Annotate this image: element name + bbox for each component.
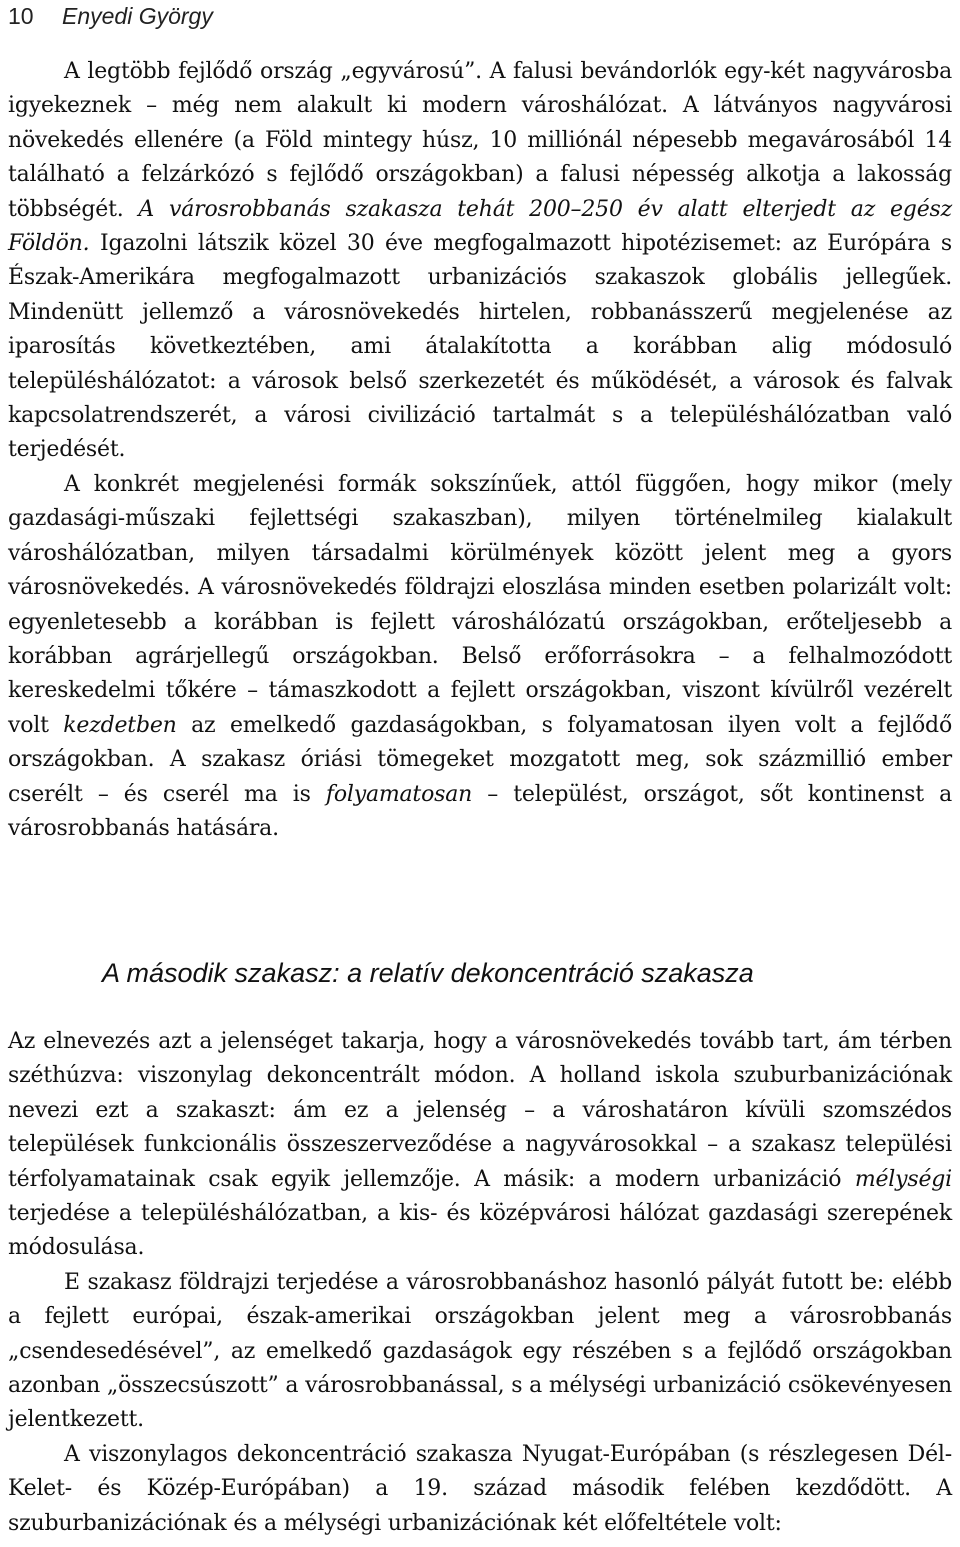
text-run: Igazolni látszik közel 30 éve megfogalmazott hipotézisemet: az Európára s Észak-Amerikára megfogalmazott urbanizációs szakaszok globális jellegűek. Mindenütt jellemző a városnövekedés hirtelen, robbanásszerű megjelenése az iparosítás következtében, ami átalakította a korábban alig módosuló településhálózatot: a városok belső szerkezetét és működését, a városok és falvak kapcsolatrendszerét, a városi civilizáció tartalmát s a településhálózatban való terjedését. xyxy=(8,231,952,463)
paragraph xyxy=(8,1266,952,1438)
emphasis-text: kezdetben xyxy=(63,712,177,738)
section-heading: A második szakasz: a relatív dekoncentráció szakasza xyxy=(102,958,754,988)
text-run: A legtöbb fejlődő ország „egyvárosú”. A falusi bevándorlók egy-két nagyvárosba igyekeznek – még nem alakult ki modern városhálózat. A látványos nagyvárosi növekedés ellenére (a Föld mintegy húsz, 10 milliónál népesebb megavárosából 14 található a felzárkózó s fejlődő országokban) a falusi népesség alkotja a lakosság többségét. xyxy=(8,59,952,222)
paragraph xyxy=(8,1025,952,1266)
emphasis-text: A városrobbanás szakasza tehát 200–250 év alatt elterjedt az egész Földön. xyxy=(8,196,952,257)
section-2-body xyxy=(8,1025,952,1541)
text-run: E szakasz földrajzi terjedése a városrobbanáshoz hasonló pályát futott be: elébb a fejlett európai, észak-amerikai országokban jelent meg a városrobbanás „csendesedésével”, az emelkedő gazdaságok egy részében s a fejlődő országokban azonban „összecsúszott” a városrobbanással, s a mélységi urbanizáció csökevényesen jelentkezett. xyxy=(8,1269,952,1433)
section-1-body xyxy=(8,55,952,846)
running-head-author: Enyedi György xyxy=(61,3,213,29)
text-run: A viszonylagos dekoncentráció szakasza Nyugat-Európában (s részlegesen Dél-Kelet- és Közép-Európában) a 19. század második felében kezdődött. A szuburbanizációnak és a mélységi urbanizációnak két előfeltétele volt: xyxy=(8,1441,952,1536)
text-run: A konkrét megjelenési formák sokszínűek, attól függően, hogy mikor (mely gazdasági-műszaki fejlettségi szakaszban), milyen történelmileg kialakult városhálózatban, milyen társadalmi körülmények között jelent meg a gyors városnövekedés. A városnövekedés földrajzi eloszlása minden esetben polarizált volt: egyenletesebb a korábban is fejlett városhálózatú országokban, erőteljesebb a korábban agrárjellegű országokban. Belső erőforrásokra – a felhalmozódott kereskedelmi tőkére – támaszkodott a fejlett országokban, viszont kívülről vezérelt volt xyxy=(8,471,952,738)
emphasis-text: mélységi xyxy=(854,1166,952,1192)
emphasis-text: folyamatosan xyxy=(325,781,473,807)
text-run: – települést, országot, sőt kontinenst a városrobbanás hatására. xyxy=(8,781,952,841)
page-number: 10 xyxy=(8,3,34,29)
text-run: az emelkedő gazdaságokban, s folyamatosan ilyen volt a fejlődő országokban. A szakasz óriási tömegeket mozgatott meg, sok százmillió ember cserélt – és cserél ma is xyxy=(8,712,952,807)
paragraph xyxy=(8,468,952,846)
running-header xyxy=(8,2,213,30)
paragraph xyxy=(8,1438,952,1541)
text-run: Az elnevezés azt a jelenséget takarja, hogy a városnövekedés tovább tart, ám térben széthúzva: viszonylag dekoncentrált módon. A holland iskola szuburbanizációnak nevezi ezt a szakaszt: ám ez a jelenség – a városhatáron kívüli szomszédos települések funkcionális összeszerveződése a nagyvárosokkal – a szakasz települési térfolyamatainak csak egyik jellemzője. A másik: a modern urbanizáció xyxy=(8,1029,952,1192)
text-run: terjedése a településhálózatban, a kis- és középvárosi hálózat gazdasági szerepének módosulása. xyxy=(8,1201,952,1261)
paragraph xyxy=(8,55,952,468)
